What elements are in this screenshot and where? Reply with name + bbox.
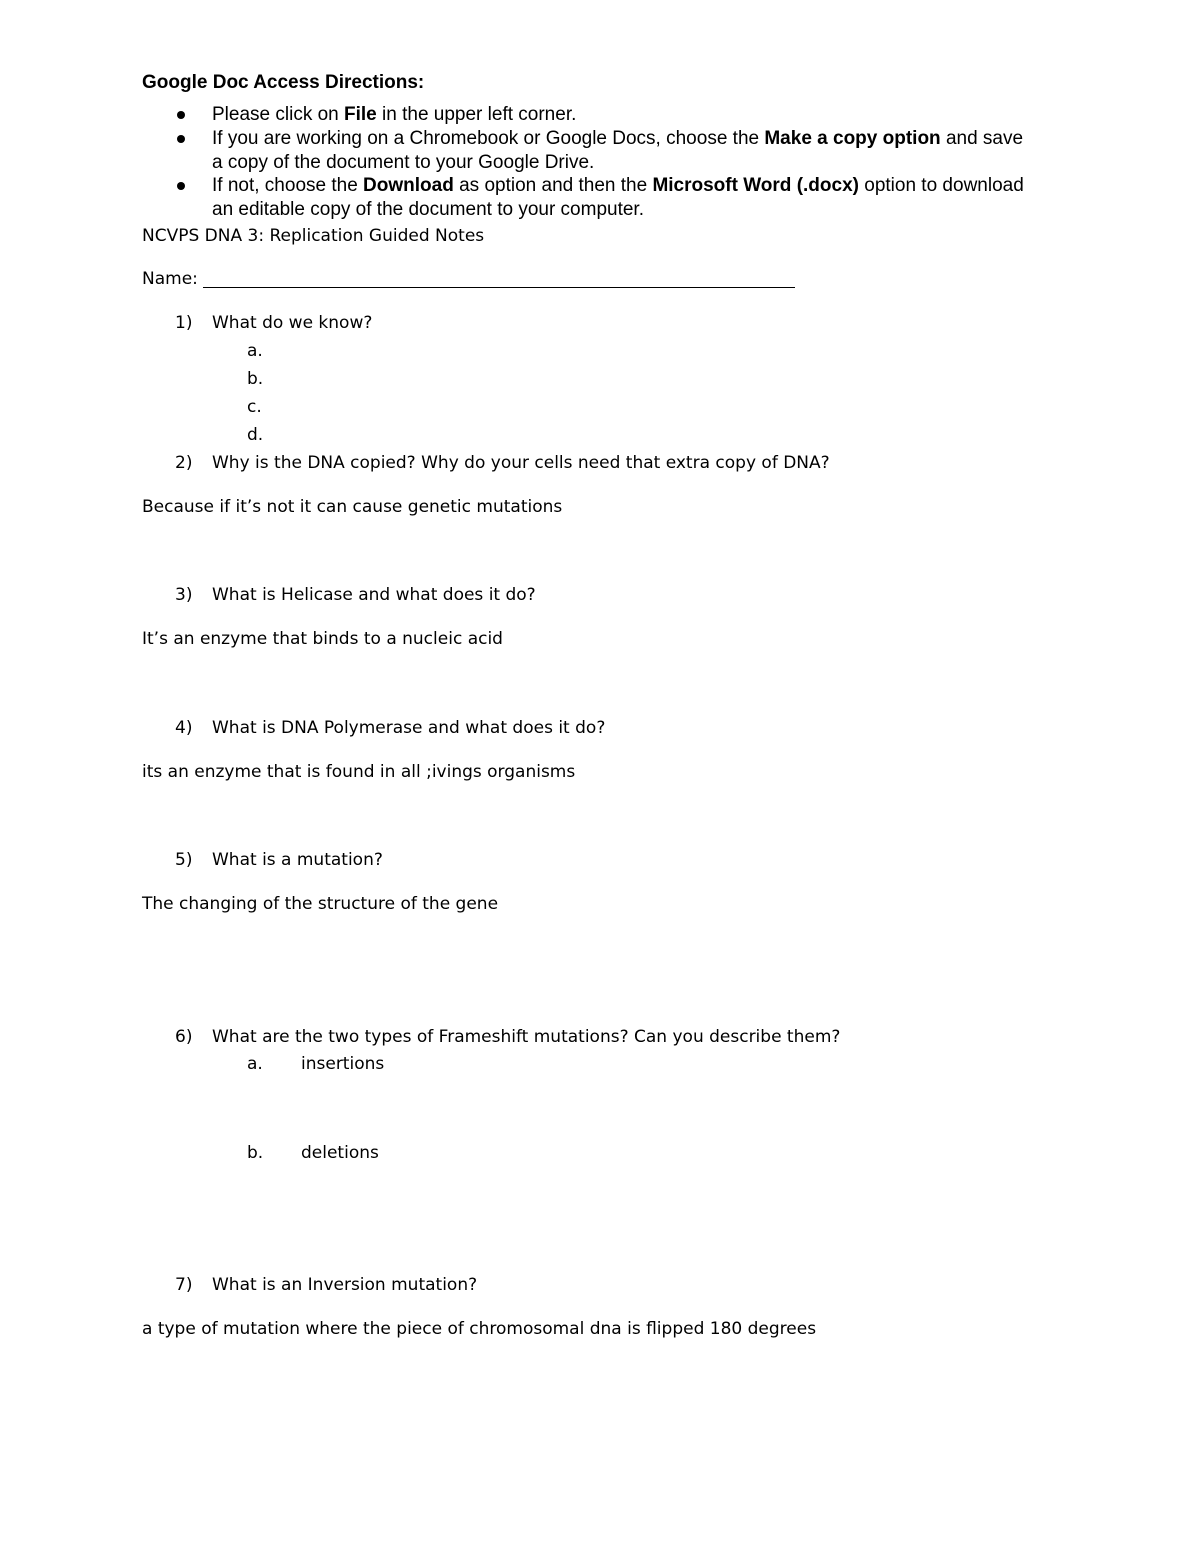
name-blank-line <box>203 287 795 288</box>
question-3-text: What is Helicase and what does it do? <box>212 585 536 605</box>
question-5-answer: The changing of the structure of the gene <box>142 894 499 914</box>
question-2-answer: Because if it’s not it can cause genetic mutations <box>142 497 563 517</box>
directions-bullet-2-line-1 <box>212 127 1023 151</box>
question-3-number: 3) <box>175 585 193 605</box>
question-6-number: 6) <box>175 1027 193 1047</box>
directions-bullet-3-line-2 <box>212 198 644 222</box>
bold-term: File <box>344 104 377 125</box>
question-1-sub-b: b. <box>247 369 264 389</box>
text-segment: as option and then the <box>453 175 653 196</box>
text-segment: If you are working on a Chromebook or Google Docs, choose the <box>212 128 765 149</box>
bold-term: Make a copy option <box>764 128 941 149</box>
question-3-answer: It’s an enzyme that binds to a nucleic acid <box>142 629 503 649</box>
document-title: NCVPS DNA 3: Replication Guided Notes <box>142 226 485 246</box>
question-6-sub-a-label: a. <box>247 1054 263 1074</box>
question-1-sub-c: c. <box>247 397 262 417</box>
question-1-sub-a: a. <box>247 341 263 361</box>
question-6-sub-b-label: b. <box>247 1143 264 1163</box>
text-segment: Please click on <box>212 104 345 125</box>
question-2-text: Why is the DNA copied? Why do your cells need that extra copy of DNA? <box>212 453 830 473</box>
question-1-text: What do we know? <box>212 313 373 333</box>
question-6-sub-a-answer: insertions <box>301 1054 385 1074</box>
question-6-sub-b-answer: deletions <box>301 1143 379 1163</box>
directions-bullet-3-line-1 <box>212 174 1024 198</box>
text-segment: and save <box>940 128 1024 149</box>
bold-term: Download <box>363 175 454 196</box>
question-5-text: What is a mutation? <box>212 850 383 870</box>
bullet-dot-icon <box>177 182 185 190</box>
bullet-dot-icon <box>177 111 185 119</box>
text-segment: in the upper left corner. <box>376 104 577 125</box>
question-7-text: What is an Inversion mutation? <box>212 1275 478 1295</box>
text-segment: an editable copy of the document to your computer. <box>212 199 644 220</box>
name-label: Name: <box>142 269 198 289</box>
directions-heading: Google Doc Access Directions: <box>142 72 425 93</box>
text-segment: a copy of the document to your Google Drive. <box>212 152 595 173</box>
bullet-dot-icon <box>177 135 185 143</box>
question-6-text: What are the two types of Frameshift mutations? Can you describe them? <box>212 1027 841 1047</box>
bold-term: Microsoft Word (.docx) <box>652 175 859 196</box>
directions-bullet-1-line-1 <box>212 103 576 127</box>
question-4-number: 4) <box>175 718 193 738</box>
question-7-answer: a type of mutation where the piece of chromosomal dna is flipped 180 degrees <box>142 1319 817 1339</box>
question-7-number: 7) <box>175 1275 193 1295</box>
question-1-sub-d: d. <box>247 425 264 445</box>
directions-bullet-2-line-2 <box>212 151 594 175</box>
question-2-number: 2) <box>175 453 193 473</box>
text-segment: If not, choose the <box>212 175 364 196</box>
question-4-text: What is DNA Polymerase and what does it do? <box>212 718 606 738</box>
question-5-number: 5) <box>175 850 193 870</box>
text-segment: option to download <box>858 175 1024 196</box>
question-1-number: 1) <box>175 313 193 333</box>
question-4-answer: its an enzyme that is found in all ;ivings organisms <box>142 762 576 782</box>
